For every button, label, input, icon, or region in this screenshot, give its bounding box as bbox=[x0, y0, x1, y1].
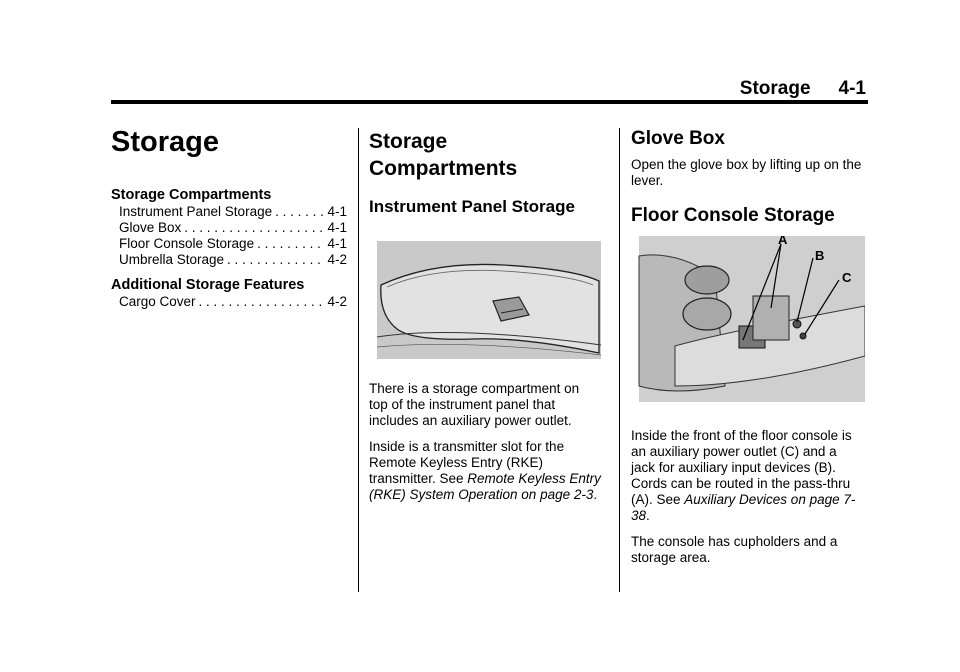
paragraph: There is a storage compartment on top of the instrument panel that includes an auxiliary power outlet. bbox=[369, 381, 580, 428]
header-section: Storage bbox=[739, 78, 811, 99]
toc-list bbox=[111, 294, 347, 310]
header-rule bbox=[111, 100, 868, 104]
subsection-heading: Instrument Panel Storage bbox=[369, 197, 575, 216]
instrument-panel-illustration bbox=[373, 241, 603, 361]
column-toc bbox=[111, 122, 347, 319]
callout-c: C bbox=[842, 270, 852, 285]
section-heading: Storage Compartments bbox=[369, 130, 518, 180]
floor-console-illustration bbox=[635, 236, 865, 406]
callout-b: B bbox=[815, 248, 825, 263]
paragraph: Inside the front of the floor console is an auxiliary power outlet (C) and a jack for auxiliary input devices (B). Cords can be routed in the pass-thru (A). See Auxiliary Devices on page 7-38. bbox=[631, 428, 856, 523]
column-instrument-panel bbox=[369, 122, 601, 513]
paragraph: Inside is a transmitter slot for the Remote Keyless Entry (RKE) transmitter. See Remote Keyless Entry (RKE) System Operation on page 2-3. bbox=[369, 439, 601, 502]
column-glove-console bbox=[631, 122, 863, 576]
toc-heading: Additional Storage Features bbox=[111, 277, 305, 293]
callout-a: A bbox=[778, 236, 788, 247]
paragraph: The console has cupholders and a storage area. bbox=[631, 534, 838, 565]
chapter-title: Storage bbox=[111, 126, 219, 158]
paragraph: Open the glove box by lifting up on the lever. bbox=[631, 157, 862, 188]
toc-entry[interactable]: Floor Console Storage . . . 4-1 bbox=[111, 236, 347, 252]
cross-reference-link[interactable]: Auxiliary Devices on page 7-38 bbox=[631, 492, 856, 523]
column-divider bbox=[619, 128, 620, 592]
section-heading: Floor Console Storage bbox=[631, 205, 835, 226]
toc-list bbox=[111, 204, 347, 268]
toc-heading: Storage Compartments bbox=[111, 187, 272, 203]
section-heading: Glove Box bbox=[631, 128, 725, 149]
header-page-number: 4-1 bbox=[838, 78, 866, 99]
column-divider bbox=[358, 128, 359, 592]
toc-entry[interactable]: Cargo Cover . . . 4-2 bbox=[111, 294, 347, 310]
toc-entry[interactable]: Instrument Panel Storage . . . 4-1 bbox=[111, 204, 347, 220]
toc-entry[interactable]: Glove Box . . . 4-1 bbox=[111, 220, 347, 236]
running-header bbox=[736, 78, 866, 100]
toc-entry[interactable]: Umbrella Storage . . . 4-2 bbox=[111, 252, 347, 268]
cross-reference-link[interactable]: Remote Keyless Entry (RKE) System Operation on page 2-3 bbox=[369, 471, 601, 502]
